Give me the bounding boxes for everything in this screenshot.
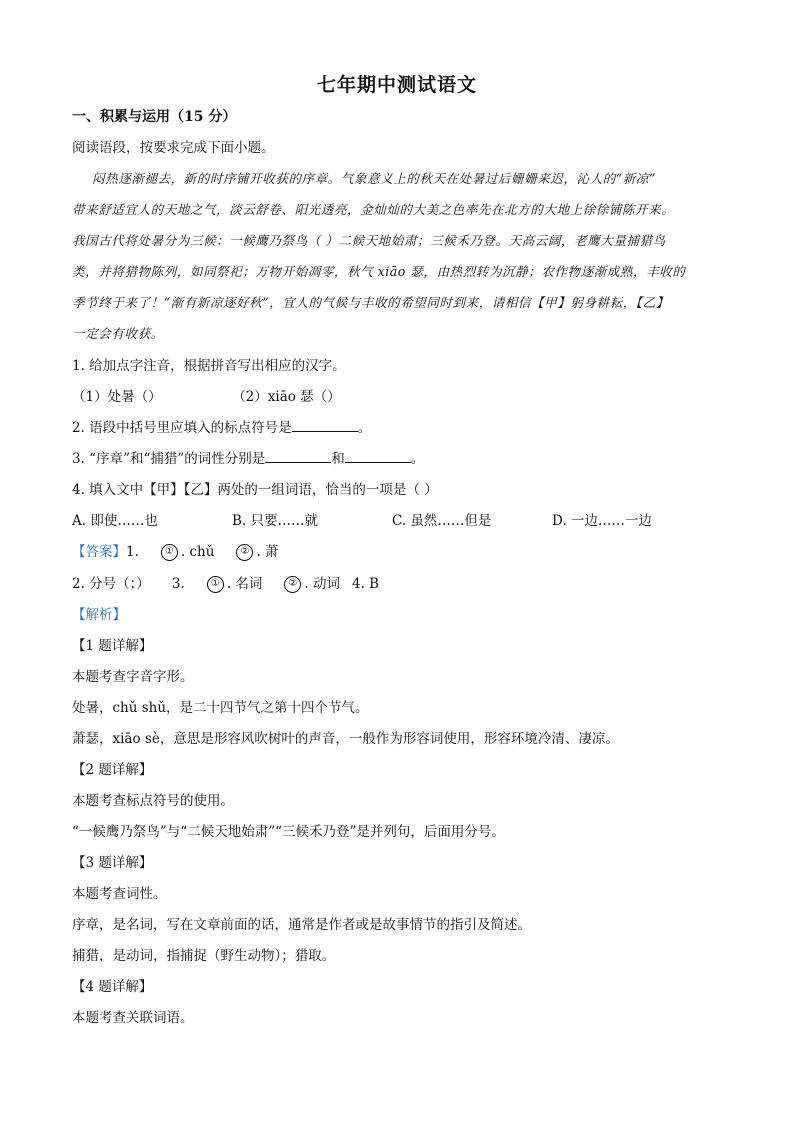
question-4: 4. 填入文中【甲】【乙】两处的一组词语，恰当的一项是（ ） — [72, 482, 438, 498]
circled-number: ① — [161, 544, 178, 561]
detail-4-heading: 【4 题详解】 — [72, 979, 153, 995]
passage-line-3: 我国古代将处暑分为三候：一候鹰乃祭鸟（ ）二候天地始肃；三候禾乃登。天高云阔，老鹰大量捕猎鸟 — [72, 233, 666, 248]
answer-label: 【答案】 — [72, 544, 126, 560]
answer-line-2: 2. 分号（；） 3. ① . 名词 ② . 动词 4. B — [72, 576, 380, 592]
section-heading: 一、积累与运用（15 分） — [72, 109, 237, 125]
detail-2-heading: 【2 题详解】 — [72, 762, 153, 778]
detail-1-line-3: 萧瑟，xiāo sè，意思是形容风吹树叶的声音，一般作为形容词使用，形容环境冷清、凄凉。 — [72, 731, 619, 747]
circled-number: ② — [284, 576, 301, 593]
option-d: D. 一边……一边 — [552, 513, 652, 529]
circled-number: ② — [236, 544, 253, 561]
detail-3-line-3: 捕猎，是动词，指捕捉（野生动物）；猎取。 — [72, 948, 336, 964]
analysis-label: 【解析】 — [72, 607, 126, 623]
option-c: C. 虽然……但是 — [392, 513, 492, 529]
instruction: 阅读语段，按要求完成下面小题。 — [72, 140, 275, 156]
question-1b: （2）xiāo 瑟（） — [232, 389, 341, 405]
option-b: B. 只要……就 — [232, 513, 319, 529]
detail-2-line-1: 本题考查标点符号的使用。 — [72, 793, 234, 809]
detail-4-line-1: 本题考查关联词语。 — [72, 1010, 194, 1026]
passage-line-2: 带来舒适宜人的天地之气，淡云舒卷、阳光透亮，金灿灿的大美之色率先在北方的大地上徐徐铺陈开来。 — [72, 202, 675, 217]
passage-line-6: 一定会有收获。 — [72, 326, 164, 341]
detail-1-line-1: 本题考查字音字形。 — [72, 669, 194, 685]
question-1-parts — [72, 385, 341, 405]
option-a: A. 即使……也 — [72, 513, 158, 529]
passage-line-1: 闷热逐渐褪去，新的时序铺开收获的序章。气象意义上的秋天在处暑过后姗姗来迟，沁人的“新凉” — [92, 171, 656, 186]
detail-3-line-1: 本题考查词性。 — [72, 886, 167, 902]
passage-line-5: 季节终于来了！“渐有新凉逐好秋”，宜人的气候与丰收的希望同时到来，请相信【甲】躬身耕耘，【乙】 — [72, 295, 669, 310]
question-2: 2. 语段中括号里应填入的标点符号是 。 — [72, 420, 372, 436]
answer-blank[interactable] — [292, 419, 358, 432]
question-4-options — [72, 509, 652, 529]
page-title: 七年期中测试语文 — [316, 74, 477, 96]
detail-3-heading: 【3 题详解】 — [72, 855, 153, 871]
detail-1-line-2: 处暑，chǔ shǔ，是二十四节气之第十四个节气。 — [72, 700, 369, 716]
answer-blank[interactable] — [345, 450, 411, 463]
detail-2-line-2: “一候鹰乃祭鸟”与“二候天地始肃”“三候禾乃登”是并列句，后面用分号。 — [72, 824, 505, 840]
question-1: 1. 给加点字注音，根据拼音写出相应的汉字。 — [72, 358, 346, 374]
answer-blank[interactable] — [265, 450, 331, 463]
question-3: 3. “序章”和“捕猎”的词性分别是 和 。 — [72, 451, 425, 467]
detail-1-heading: 【1 题详解】 — [72, 638, 153, 654]
detail-3-line-2: 序章，是名词，写在文章前面的话，通常是作者或是故事情节的指引及简述。 — [72, 917, 531, 933]
answer-line-1: 【答案】1. ① . chǔ ② . 萧 — [72, 544, 279, 560]
question-1a: （1）处暑（） — [72, 389, 162, 405]
circled-number: ① — [207, 576, 224, 593]
passage-line-4: 类，并将猎物陈列，如同祭祀；万物开始凋零，秋气 xiāo 瑟，由热烈转为沉静；农作物逐渐成熟，丰收的 — [72, 264, 686, 279]
